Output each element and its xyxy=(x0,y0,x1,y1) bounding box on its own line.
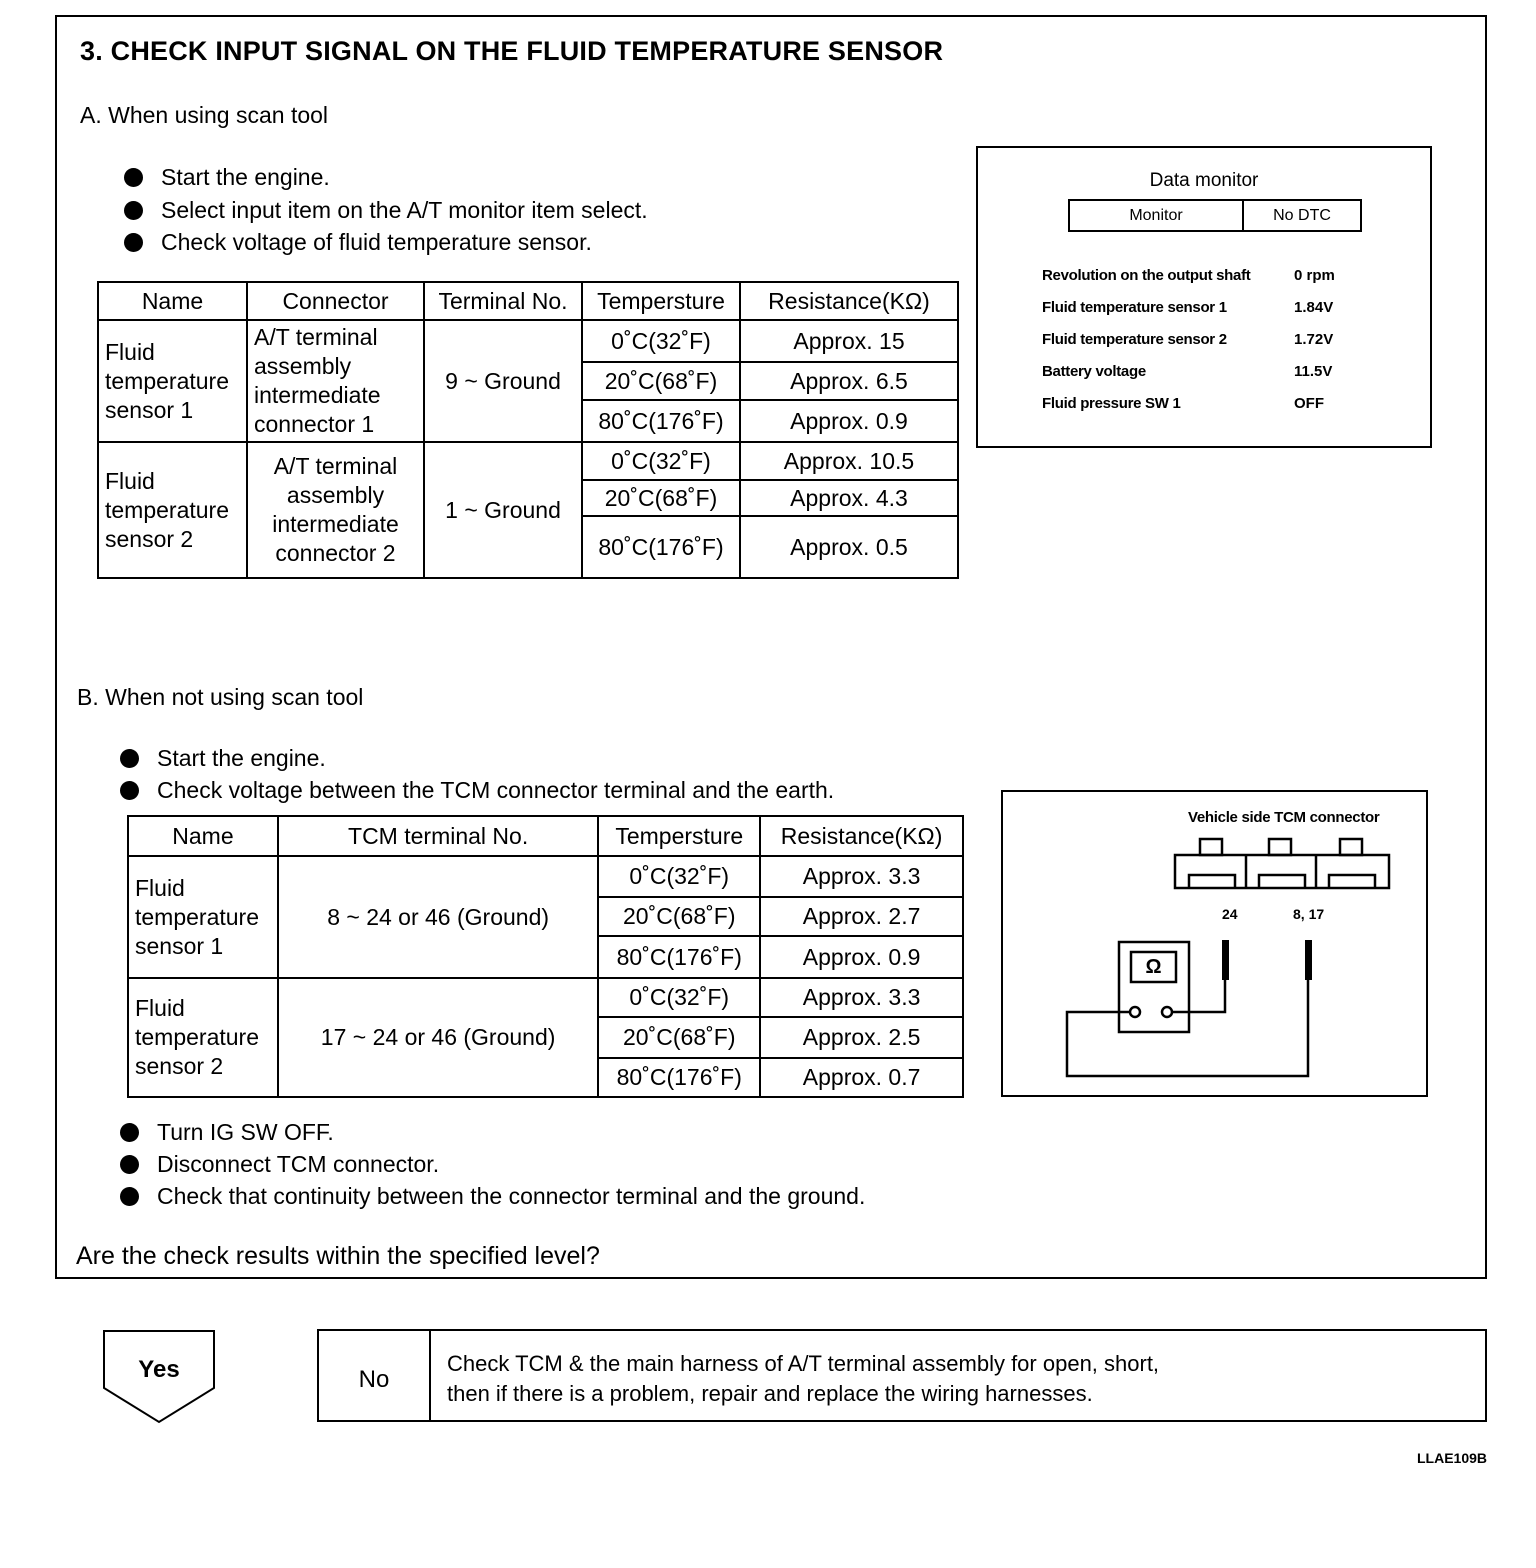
resistance-cell: Approx. 4.3 xyxy=(740,480,958,516)
resistance-cell: Approx. 3.3 xyxy=(760,978,963,1017)
pin-8-17-label: 8, 17 xyxy=(1293,906,1325,922)
terminal-no: 8 ~ 24 or 46 (Ground) xyxy=(278,856,598,978)
table-header-row xyxy=(98,282,958,320)
col-header-terminal: Terminal No. xyxy=(424,282,582,320)
probe-8-17-icon xyxy=(1305,940,1312,980)
bullet-icon xyxy=(120,749,139,768)
bullet-a3: Check voltage of fluid temperature sensor. xyxy=(124,229,592,256)
page-title: 3. CHECK INPUT SIGNAL ON THE FLUID TEMPERATURE SENSOR xyxy=(80,36,944,66)
bullet-b3: Turn IG SW OFF. xyxy=(120,1119,334,1146)
bullet-b1: Start the engine. xyxy=(120,745,326,772)
bullet-icon xyxy=(120,1187,139,1206)
resistance-cell: Approx. 0.9 xyxy=(760,936,963,978)
resistance-cell: Approx. 6.5 xyxy=(740,362,958,400)
bullet-a2: Select input item on the A/T monitor item select. xyxy=(124,197,648,224)
connector-body xyxy=(1175,855,1389,888)
pin-24-label: 24 xyxy=(1222,906,1238,922)
ohmmeter-terminal xyxy=(1162,1007,1172,1017)
yes-label: Yes xyxy=(138,1356,180,1383)
monitor-item-value: 0 rpm xyxy=(1294,267,1335,284)
col-header-resistance: Resistance(KΩ) xyxy=(760,816,963,856)
connector-name: A/T terminal assembly intermediate connector 2 xyxy=(247,442,424,578)
sensor-name: Fluid temperature sensor 1 xyxy=(98,320,247,442)
probe-wire-24 xyxy=(1173,972,1225,1012)
terminal-no: 17 ~ 24 or 46 (Ground) xyxy=(278,978,598,1097)
temperature-cell: 20˚C(68˚F) xyxy=(598,1017,760,1058)
sensor-name: Fluid temperature sensor 2 xyxy=(128,978,278,1097)
table-row xyxy=(98,442,958,480)
bullet-icon xyxy=(124,233,143,252)
monitor-item-value: OFF xyxy=(1294,395,1324,412)
col-header-resistance: Resistance(KΩ) xyxy=(740,282,958,320)
ohm-icon: Ω xyxy=(1145,955,1162,978)
connector-latch xyxy=(1200,839,1222,855)
col-header-temperature: Tempersture xyxy=(582,282,740,320)
no-result-box xyxy=(317,1329,1487,1422)
monitor-item-label: Battery voltage xyxy=(1042,363,1146,380)
sensor-name: Fluid temperature sensor 1 xyxy=(128,856,278,978)
resistance-cell: Approx. 2.7 xyxy=(760,897,963,936)
no-box-divider xyxy=(429,1331,431,1420)
tcm-connector-label: Vehicle side TCM connector xyxy=(1188,809,1380,826)
yes-arrow xyxy=(103,1330,215,1424)
probe-wire-8-17 xyxy=(1067,972,1308,1076)
data-monitor-tabs xyxy=(1068,199,1362,232)
table-row xyxy=(128,978,963,1017)
temperature-cell: 80˚C(176˚F) xyxy=(582,400,740,442)
no-action-line-2: then if there is a problem, repair and replace the wiring harnesses. xyxy=(447,1381,1093,1406)
connector-latch xyxy=(1340,839,1362,855)
bullet-b4: Disconnect TCM connector. xyxy=(120,1151,439,1178)
monitor-item-value: 11.5V xyxy=(1294,363,1333,380)
check-question: Are the check results within the specified level? xyxy=(76,1242,600,1270)
table-row xyxy=(128,856,963,897)
bullet-icon xyxy=(120,781,139,800)
bullet-icon xyxy=(120,1155,139,1174)
no-action-line-1: Check TCM & the main harness of A/T terminal assembly for open, short, xyxy=(447,1351,1160,1376)
bullet-icon xyxy=(124,168,143,187)
table-header-row xyxy=(128,816,963,856)
bullet-icon xyxy=(120,1123,139,1142)
temperature-cell: 80˚C(176˚F) xyxy=(598,936,760,978)
connector-block xyxy=(1175,839,1389,888)
monitor-item-label: Fluid pressure SW 1 xyxy=(1042,395,1181,412)
temperature-cell: 0˚C(32˚F) xyxy=(598,856,760,897)
resistance-cell: Approx. 15 xyxy=(740,320,958,362)
scan-tool-table xyxy=(97,281,959,579)
temperature-cell: 20˚C(68˚F) xyxy=(582,362,740,400)
connector-slots xyxy=(1189,875,1375,888)
temperature-cell: 0˚C(32˚F) xyxy=(582,320,740,362)
bullet-b5: Check that continuity between the connector terminal and the ground. xyxy=(120,1183,865,1210)
terminal-no: 1 ~ Ground xyxy=(424,442,582,578)
temperature-cell: 0˚C(32˚F) xyxy=(598,978,760,1017)
table-row xyxy=(98,320,958,362)
temperature-cell: 80˚C(176˚F) xyxy=(582,516,740,578)
resistance-cell: Approx. 3.3 xyxy=(760,856,963,897)
no-label: No xyxy=(358,1366,390,1393)
ohmmeter-terminal xyxy=(1130,1007,1140,1017)
data-monitor-panel xyxy=(976,146,1432,448)
col-header-temperature: Tempersture xyxy=(598,816,760,856)
bullet-icon xyxy=(124,201,143,220)
bullet-a1: Start the engine. xyxy=(124,164,330,191)
connector-name: A/T terminal assembly intermediate connector 1 xyxy=(247,320,424,442)
temperature-cell: 20˚C(68˚F) xyxy=(582,480,740,516)
section-a-heading: A. When using scan tool xyxy=(80,102,329,128)
resistance-cell: Approx. 0.5 xyxy=(740,516,958,578)
temperature-cell: 20˚C(68˚F) xyxy=(598,897,760,936)
resistance-cell: Approx. 2.5 xyxy=(760,1017,963,1058)
monitor-item-value: 1.84V xyxy=(1294,299,1334,316)
connector-latch xyxy=(1269,839,1291,855)
monitor-item-value: 1.72V xyxy=(1294,331,1334,348)
probe-24-icon xyxy=(1222,940,1229,980)
tcm-connector-diagram xyxy=(1001,790,1428,1097)
tab-monitor: Monitor xyxy=(1070,201,1244,230)
sensor-name: Fluid temperature sensor 2 xyxy=(98,442,247,578)
col-header-name: Name xyxy=(128,816,278,856)
col-header-tcm-terminal: TCM terminal No. xyxy=(278,816,598,856)
temperature-cell: 80˚C(176˚F) xyxy=(598,1058,760,1097)
resistance-cell: Approx. 10.5 xyxy=(740,442,958,480)
bullet-b2: Check voltage between the TCM connector terminal and the earth. xyxy=(120,777,834,804)
tcm-table xyxy=(127,815,964,1098)
col-header-name: Name xyxy=(98,282,247,320)
monitor-item-label: Fluid temperature sensor 2 xyxy=(1042,331,1227,348)
terminal-no: 9 ~ Ground xyxy=(424,320,582,442)
resistance-cell: Approx. 0.9 xyxy=(740,400,958,442)
tab-no-dtc: No DTC xyxy=(1273,206,1331,224)
resistance-cell: Approx. 0.7 xyxy=(760,1058,963,1097)
col-header-connector: Connector xyxy=(247,282,424,320)
temperature-cell: 0˚C(32˚F) xyxy=(582,442,740,480)
monitor-item-label: Revolution on the output shaft xyxy=(1042,267,1251,284)
tcm-wiring-svg xyxy=(1003,792,1428,1097)
data-monitor-title: Data monitor xyxy=(1149,170,1259,191)
monitor-item-label: Fluid temperature sensor 1 xyxy=(1042,299,1227,316)
section-b-heading: B. When not using scan tool xyxy=(77,684,364,710)
figure-code: LLAE109B xyxy=(1417,1450,1488,1466)
